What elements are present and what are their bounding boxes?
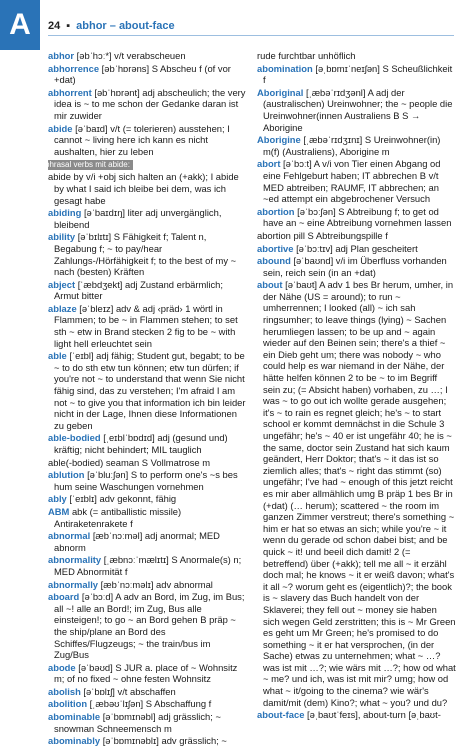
- dictionary-entry: abnormally [æbˈnɔːməlɪ] adv abnormal: [48, 578, 213, 590]
- dictionary-entry: abominably [əˈbɒmɪnəblɪ] adv grässlich; ~: [48, 735, 227, 747]
- dictionary-entry: ability [əˈbɪlɪtɪ] S Fähigkeit f; Talent n, Begabung f; ~ to pay/hear Zahlungs-/Hörfähigkeit f; to the best of my ~ nach (besten) Kräften: [48, 231, 237, 278]
- dictionary-entry: aboard [əˈbɔːd] A adv an Bord, im Zug, im Bus; all ~! alle an Bord!; im Zug, Bus alle einsteigen!; to go ~ an Bord gehen B präp ~ the ship/plane an Bord des Schiffes/Flugzeugs; ~ the train/bus im Zug/Bus: [48, 591, 245, 661]
- right-column: [257, 50, 456, 721]
- dictionary-entry: Aborigine [ˌæbəˈrɪdʒɪnɪ] S Ureinwohner(in) m(f) (Australiens), Aborigine m: [257, 134, 441, 157]
- dictionary-entry: abortive [əˈbɔːtɪv] adj Plan gescheitert: [257, 242, 418, 254]
- header-separator: ▪: [66, 20, 71, 32]
- left-column: [45, 50, 247, 747]
- dictionary-entry: ably [ˈeɪblɪ] adv gekonnt, fähig: [48, 493, 177, 505]
- dictionary-entry: abhorrence [əbˈhɒrəns] S Abscheu f (of vor +dat): [48, 62, 231, 86]
- dictionary-entry: abject [ˈæbdʒekt] adj Zustand erbärmlich; Armut bitter: [48, 278, 223, 302]
- dictionary-entry: abolish [əˈbɒlɪʃ] v/t abschaffen: [48, 685, 176, 697]
- dictionary-entry: ablution [əˈbluːʃən] S to perform one's ~s bes hum seine Waschungen vornehmen: [48, 469, 238, 492]
- dictionary-entry: abiding [əˈbaɪdɪŋ] liter adj unvergänglich, bleibend: [48, 207, 222, 230]
- dictionary-entry: able [ˈeɪbl] adj fähig; Student gut, begabt; to be ~ to do sth etw tun können; etw tun dürfen; if you're not ~ to understand that wenn Sie nicht fähig sind, das zu verstehen; I'm afraid I am not ~ to give you that information ich bin leider nicht in der Lage, Ihnen diese Informationen zu geben: [48, 350, 246, 431]
- dictionary-entry: abhorrent [əbˈhɒrənt] adj abscheulich; the very idea is ~ to me schon der Gedanke daran ist mir zuwider: [48, 86, 246, 121]
- dictionary-entry: phrasal verbs mit abide:: [48, 158, 247, 170]
- page-number: 24: [48, 20, 61, 32]
- entry-range: abhor – about-face: [76, 20, 175, 32]
- entry-columns: [45, 50, 456, 747]
- dictionary-entry: able-bodied [ˌeɪblˈbɒdɪd] adj (gesund und) kräftig; nicht behindert; MIL tauglich: [48, 432, 228, 455]
- dictionary-entry: abominable [əˈbɒmɪnəbl] adj grässlich; ~ snowman Schneemensch m: [48, 711, 221, 734]
- dictionary-entry: abolition [ˌæbəʊˈlɪʃən] S Abschaffung f: [48, 698, 212, 710]
- page-header: [48, 0, 454, 36]
- dictionary-entry: abide by v/i +obj sich halten an (+akk); I abide by what I said ich bleibe bei dem, was ich gesagt habe: [48, 171, 239, 206]
- section-letter-tab: A: [0, 0, 40, 50]
- dictionary-entry: abhor [əbˈhɔː*] v/t verabscheuen: [48, 50, 186, 61]
- dictionary-entry: abnormal [æbˈnɔːməl] adj anormal; MED abnorm: [48, 530, 220, 553]
- dictionary-entry: ABM abk (= antiballistic missile) Antiraketenrakete f: [48, 505, 182, 529]
- dictionary-entry: abortion [əˈbɔːʃən] S Abtreibung f; to get od have an ~ eine Abtreibung vornehmen lassen: [257, 205, 452, 229]
- dictionary-entry: able(-bodied) seaman S Vollmatrose m: [48, 456, 211, 468]
- dictionary-entry: Aboriginal [ˌæbəˈrɪdʒənl] A adj der (australischen) Ureinwohner; the ~ people die Ureinwohner(innen Australiens B S → Aborigine: [257, 86, 453, 133]
- dictionary-entry: ablaze [əˈbleɪz] adv & adj ‹präd› 1 wörtl in Flammen; to be ~ in Flammen stehen; to set sth ~ etw in Brand stecken 2 fig to be ~ with light hell erleuchtet sein: [48, 302, 238, 349]
- dictionary-entry: rude furchtbar unhöflich: [257, 50, 356, 61]
- dictionary-entry: abortion pill S Abtreibungspille f: [257, 229, 388, 241]
- dictionary-entry: about-face [əˌbaʊtˈfeɪs], about-turn [əˌbaʊt-: [257, 709, 441, 721]
- dictionary-entry: abomination [əˌbɒmɪˈneɪʃən] S Scheußlichkeit f: [257, 62, 453, 86]
- dictionary-entry: about [əˈbaʊt] A adv 1 bes Br herum, umher, in der Nähe (US = around); to run ~ umherrennen; I looked (all) ~ ich sah ringsumher; to leave things (lying) ~ Sachen herumliegen lassen; to be up and ~ again wieder auf den Beinen sein; there's a thief ~ ein Dieb geht um; there was nobody ~ who could help es war niemand in der Nähe, der hätte helfen können 2 to be ~ to im Begriff sein zu; (= Absicht haben) vorhaben, zu …; I was ~ to go out ich wollte gerade ausgehen; it's ~ to rain es regnet gleich; he's ~ to start school er kommt demnächst in die Schule 3 ungefähr; he's ~ 40 er ist ungefähr 40; he is ~ the same, doctor sein Zustand hat sich kaum geändert, Herr Doktor; that's ~ it das ist so ziemlich alles; that's ~ right das stimmt (so) ungefähr; I've had ~ enough of this jetzt reicht es mir aber allmählich umg B präp 1 bes Br in (+dat) (… herum); scattered ~ the room im ganzen Zimmer verstreut; there's something ~ him er hat so etwas an sich; while you're ~ it wenn du gerade od schon dabei bist; and be quick ~ it! und beeil dich damit! 2 (= betreffend) über (+akk); tell me all ~ it erzähl doch mal; he knows ~ it er weiß davon; what's it all ~? worum geht es (eigentlich)?; the book is ~ slavery das Buch handelt von der Sklaverei; they fell out ~ money sie haben sich wegen Geld zerstritten; this is ~ Mr Green es geht um Mr Green; he's promised to do something ~ it er hat versprochen, (in der Sache) etwas zu unternehmen; what ~ …? was ist mit …?; wie wärs mit …?; how od what ~ me? und ich, was ist mit mir? umg; how od what ~ it/going to the cinema? wie wär's damit/mit (dem) Kino?; what ~ you? und du?: [257, 279, 456, 708]
- dictionary-entry: abound [əˈbaʊnd] v/i im Überfluss vorhanden sein, reich sein (in an +dat): [257, 255, 447, 278]
- dictionary-entry: abort [əˈbɔːt] A v/i von Tier einen Abgang od eine Fehlgeburt haben; IT abbrechen B v/t MED abtreiben; RAUMF, IT abbrechen; an ~ed attempt ein abgebrochener Versuch: [257, 158, 441, 205]
- dictionary-entry: abnormality [ˌæbnɔːˈmælɪtɪ] S Anormale(s) n; MED Abnormität f: [48, 554, 242, 577]
- dictionary-entry: abide [əˈbaɪd] v/t (= tolerieren) ausstehen; I cannot ~ living here ich kann es nicht aushalten, hier zu leben: [48, 122, 230, 157]
- dictionary-entry: abode [əˈbəʊd] S JUR a. place of ~ Wohnsitz m; of no fixed ~ ohne festen Wohnsitz: [48, 661, 238, 685]
